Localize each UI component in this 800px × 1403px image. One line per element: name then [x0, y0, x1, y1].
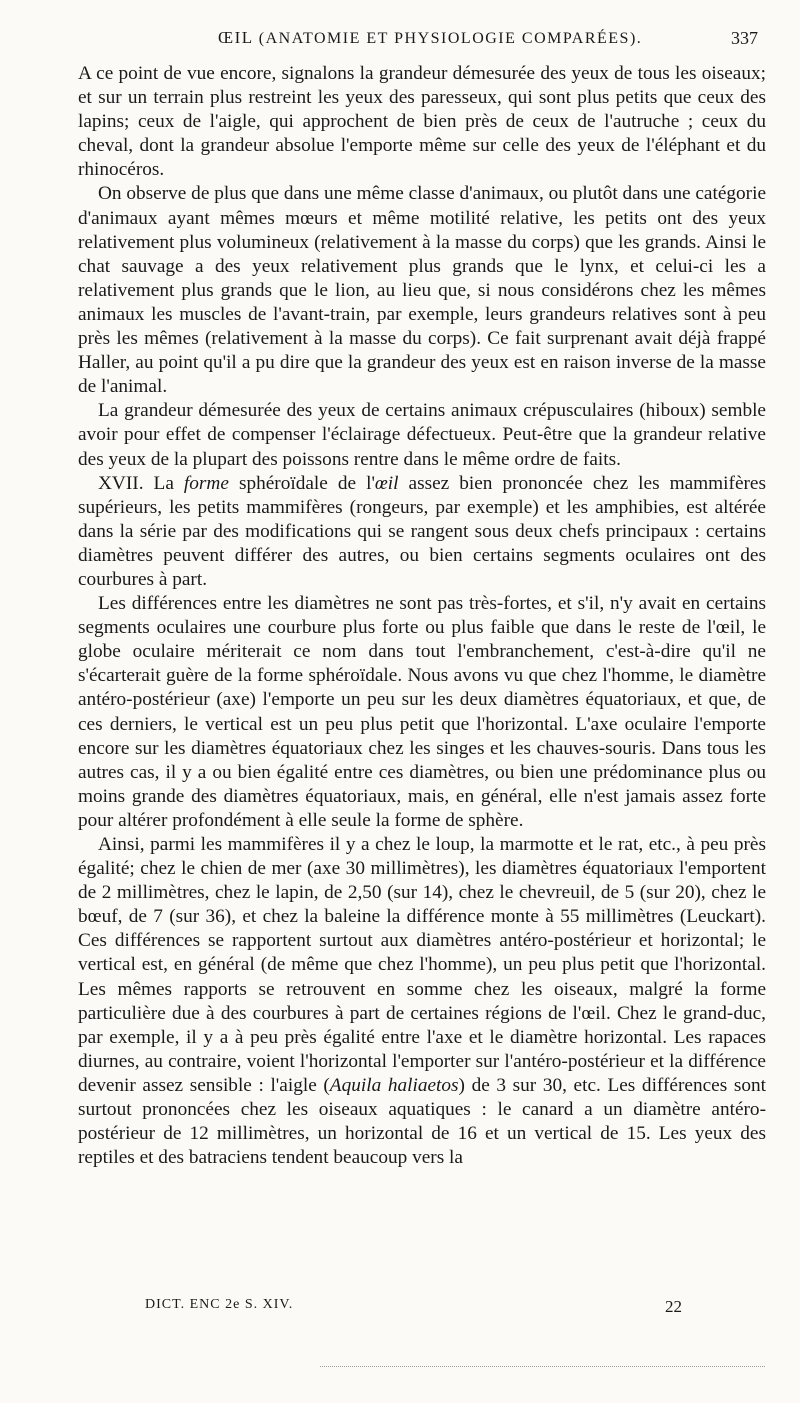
body-text — [78, 62, 766, 1170]
paragraph — [78, 62, 766, 182]
paragraph — [78, 592, 766, 833]
page-number: 337 — [731, 28, 758, 48]
header-title — [218, 28, 642, 48]
header-title-main: ŒIL — [218, 28, 254, 47]
running-header — [78, 28, 758, 56]
text-run: Les différences entre les diamètres ne sont pas très-fortes, et s'il, n'y avait en certains segments oculaires une courbure plus forte ou plus faible que dans le reste de l'œil, le globe oculaire mériterait ce nom dans tout l'embranchement, c'est-à-dire qu'il ne s'écarterait guère de la forme sphéroïdale. Nous avons vu que chez l'homme, le diamètre antéro-postérieur (axe) l'emporte un peu sur les deux diamètres équatoriaux, et que, de ces derniers, le vertical est un peu plus petit que l'horizontal. L'axe oculaire l'emporte encore sur les diamètres équatoriaux chez les singes et les chauves-souris. Dans tous les autres cas, il y a ou bien égalité entre ces diamètres, ou bien une prédominance plus ou moins grande des diamètres équatoriaux, mais, en général, elle n'est jamais assez forte pour altérer profondément à elle seule la forme de sphère. — [78, 593, 766, 831]
paragraph — [78, 833, 766, 1170]
text-run: On observe de plus que dans une même classe d'animaux, ou plutôt dans une catégorie d'animaux ayant mêmes mœurs et même motilité relative, les petits ont des yeux relativement plus volumineux (relativement à la masse du corps) que les grands. Ainsi le chat sauvage a des yeux relativement plus grands que le lynx, et celui-ci les a relativement plus grands que le lion, au lieu que, si nous considérons chez les mêmes animaux les muscles de l'avant-train, par exemple, leurs grandeurs relatives sont à peu près les mêmes (relativement à la masse du corps). Ce fait surprenant avait déjà frappé Haller, au point qu'il a pu dire que la grandeur des yeux est en raison inverse de la masse de l'animal. — [78, 183, 766, 398]
text-run: Ainsi, parmi les mammifères il y a chez le loup, la marmotte et le rat, etc., à peu près égalité; chez le chien de mer (axe 30 millimètres), les diamètres équatoriaux l'emportent de 2 millimètres, chez le lapin, de 2,50 (sur 14), chez le chevreuil, de 5 (sur 20), chez le bœuf, de 7 (sur 36), et chez la baleine la différence monte à 55 millimètres (Leuckart). Ces différences se rapportent surtout aux diamètres antéro-postérieur et horizontal; le vertical est, en général (de même que chez l'homme), un peu plus petit que l'horizontal. Les mêmes rapports se retrouvent en somme chez les oiseaux, malgré la forme particulière due à des courbures à part de certaines régions de l'œil. Chez le grand-duc, par exemple, il y a à peu près égalité entre l'axe et le diamètre horizontal. Les rapaces diurnes, au contraire, voient l'horizontal l'emporter sur l'antéro-postérieur et la différence devenir assez sensible : l'aigle ( — [78, 834, 766, 1096]
text-run: A ce point de vue encore, signalons la grandeur démesurée des yeux de tous les oiseaux; et sur un terrain plus restreint les yeux des paresseux, qui sont plus petits que ceux des lapins; ceux de l'aigle, qui approchent de bien près de ceux de l'autruche ; ceux du cheval, dont la grandeur absolue l'emporte même sur celle des yeux de l'éléphant et du rhinocéros. — [78, 63, 766, 181]
printer-signature: DICT. ENC 2e S. XIV. — [145, 1297, 294, 1312]
text-run: assez bien prononcée chez les mammifères supérieurs, les petits mammifères (rongeurs, par exemple) et les amphibies, est altérée dans la série par des modifications qui se rangent sous deux chefs principaux : certains diamètres peuvent différer des autres, ou bien certains segments oculaires ont des courbures à part. — [78, 472, 766, 590]
header-title-sub: (ANATOMIE ET PHYSIOLOGIE COMPARÉES). — [258, 30, 643, 47]
signature-number: 22 — [665, 1297, 682, 1316]
paragraph — [78, 472, 766, 592]
text-run: La grandeur démesurée des yeux de certains animaux crépusculaires (hiboux) semble avoir pour effet de compenser l'éclairage défectueux. Peut-être que la grandeur relative des yeux de la plupart des poissons rentre dans le même ordre de faits. — [78, 400, 766, 470]
italic-text: œil — [374, 472, 399, 494]
text-run: XVII. La — [98, 472, 184, 494]
italic-text: Aquila haliaetos — [329, 1074, 459, 1096]
paragraph — [78, 399, 766, 471]
italic-text: forme — [183, 472, 229, 494]
scan-artifact-line — [320, 1366, 765, 1367]
text-run: sphéroïdale de l' — [228, 472, 375, 494]
text-run: ) de 3 sur 30, etc. Les différences sont surtout prononcées chez les oiseaux aquatiques : le canard a un diamètre antéro-postérieur de 12 millimètres, un horizontal de 16 et un vertical de 15. Les yeux des reptiles et des batraciens tendent beaucoup vers la — [78, 1074, 766, 1169]
paragraph — [78, 182, 766, 399]
page-footer — [145, 1297, 682, 1319]
